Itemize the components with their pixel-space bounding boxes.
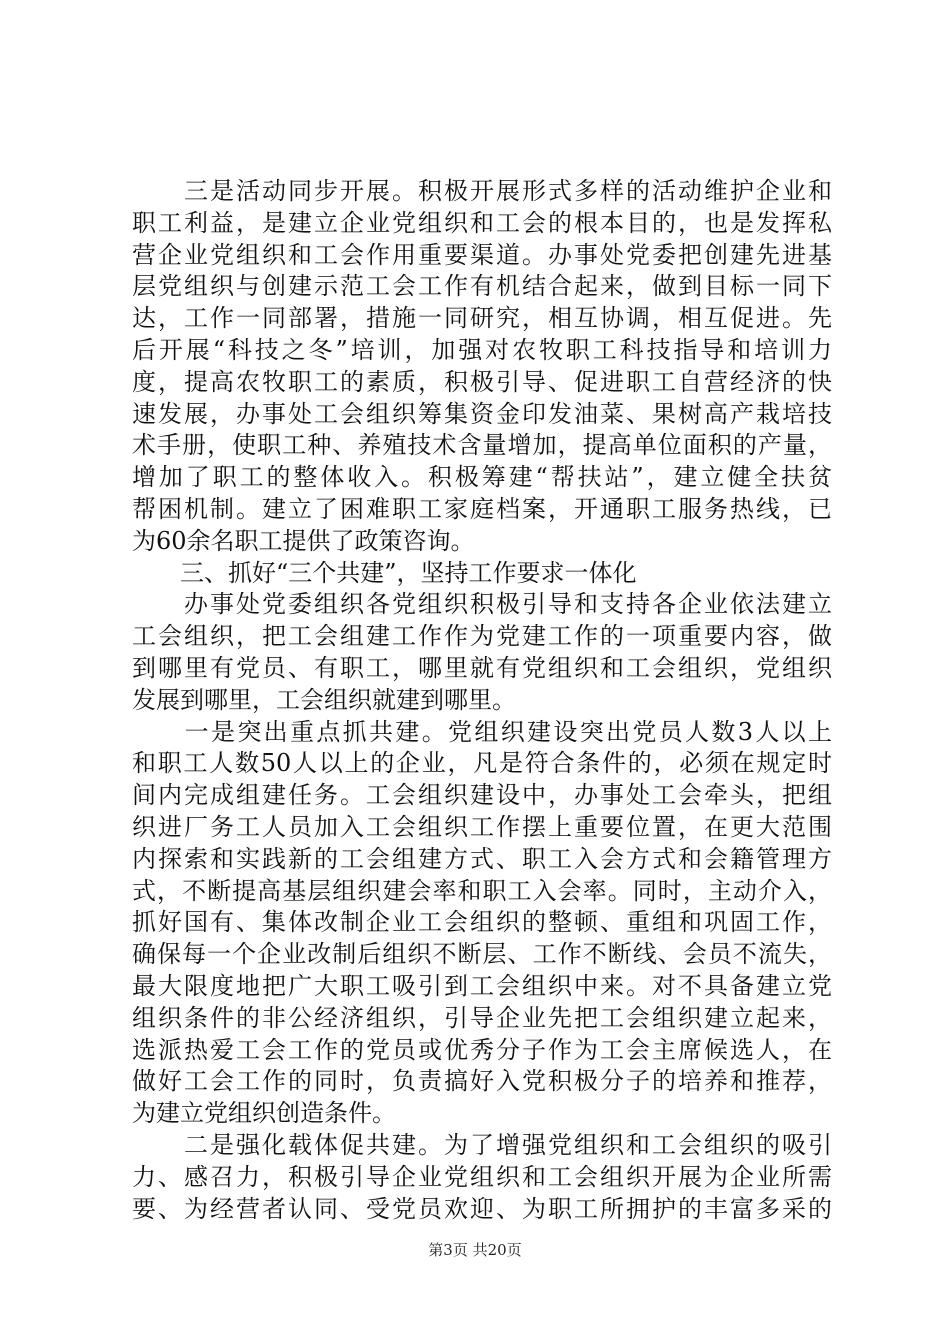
- text-line: 发展到哪里，工会组织就建到哪里。: [132, 685, 516, 714]
- text-line: 二是强化载体促共建。为了增强党组织和工会组织的吸引: [132, 1130, 832, 1159]
- text-line: 选派热爱工会工作的党员或优秀分子作为工会主席候选人，在: [132, 1035, 832, 1064]
- text-line: 和职工人数50人以上的企业，凡是符合条件的，必须在规定时: [132, 749, 832, 778]
- text-line: 为60余名职工提供了政策咨询。: [132, 526, 475, 555]
- text-line: 工会组织，把工会组建工作作为党建工作的一项重要内容，做: [132, 622, 832, 651]
- page-footer: [0, 1240, 950, 1260]
- text-line: 职工利益，是建立企业党组织和工会的根本目的，也是发挥私: [132, 208, 832, 237]
- text-line: 后开展“科技之冬”培训，加强对农牧职工科技指导和培训力: [132, 335, 832, 364]
- text-line: 式，不断提高基层组织建会率和职工入会率。同时，主动介入，: [132, 876, 832, 905]
- page-number: 第3页 共20页: [428, 1241, 522, 1259]
- text-line: 速发展，办事处工会组织筹集资金印发油菜、果树高产栽培技: [132, 399, 832, 428]
- text-line: 一是突出重点抓共建。党组织建设突出党员人数3人以上: [132, 717, 832, 746]
- document-body: [132, 176, 832, 1225]
- text-line: 到哪里有党员、有职工，哪里就有党组织和工会组织，党组织: [132, 653, 832, 682]
- text-line: 做好工会工作的同时，负责搞好入党积极分子的培养和推荐，: [132, 1067, 832, 1096]
- text-line: 三是活动同步开展。积极开展形式多样的活动维护企业和: [132, 177, 832, 205]
- text-line: 层党组织与创建示范工会工作有机结合起来，做到目标一同下: [132, 272, 832, 301]
- text-line: 最大限度地把广大职工吸引到工会组织中来。对不具备建立党: [132, 971, 832, 1000]
- text-line: 组织条件的非公经济组织，引导企业先把工会组织建立起来，: [132, 1003, 832, 1032]
- text-line: 办事处党委组织各党组织积极引导和支持各企业依法建立: [132, 590, 832, 619]
- text-line: 营企业党组织和工会作用重要渠道。办事处党委把创建先进基: [132, 240, 832, 269]
- text-line: 为建立党组织创造条件。: [132, 1099, 396, 1128]
- text-line: 帮困机制。建立了困难职工家庭档案，开通职工服务热线，已: [132, 494, 832, 523]
- text-line: 力、感召力，积极引导企业党组织和工会组织开展为企业所需: [132, 1162, 832, 1191]
- text-line: 内探索和实践新的工会组建方式、职工入会方式和会籍管理方: [132, 844, 832, 873]
- text-line: 术手册，使职工种、养殖技术含量增加，提高单位面积的产量，: [132, 431, 832, 460]
- text-line: 间内完成组建任务。工会组织建设中，办事处工会牵头，把组: [132, 781, 832, 810]
- text-line: 度，提高农牧职工的素质，积极引导、促进职工自营经济的快: [132, 367, 832, 396]
- text-line: 确保每一个企业改制后组织不断层、工作不断线、会员不流失，: [132, 940, 832, 969]
- text-line: 要、为经营者认同、受党员欢迎、为职工所拥护的丰富多采的: [132, 1194, 832, 1223]
- text-line: 织进厂务工人员加入工会组织工作摆上重要位置，在更大范围: [132, 812, 832, 841]
- text-line: 三、抓好“三个共建”，坚持工作要求一体化: [132, 558, 637, 587]
- text-line: 增加了职工的整体收入。积极筹建“帮扶站”，建立健全扶贫: [132, 463, 832, 492]
- text-line: 达，工作一同部署，措施一同研究，相互协调，相互促进。先: [132, 304, 832, 333]
- text-line: 抓好国有、集体改制企业工会组织的整顿、重组和巩固工作，: [132, 908, 832, 937]
